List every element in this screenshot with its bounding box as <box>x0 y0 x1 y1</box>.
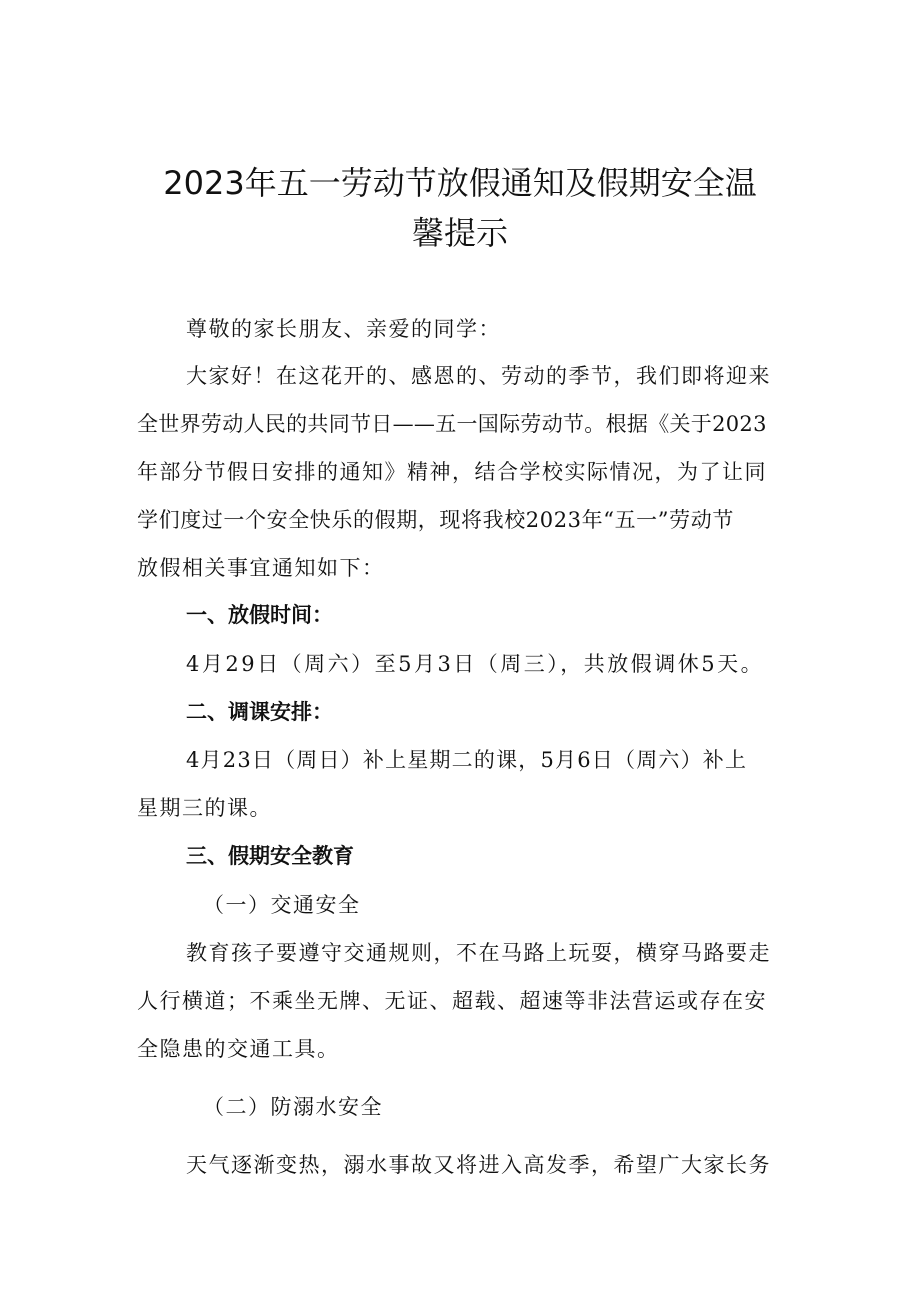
section-2-line: 4月23日（周日）补上星期二的课，5月6日（周六）补上 <box>186 748 748 772</box>
section-2-heading: 二、调课安排： <box>186 700 333 724</box>
traffic-safety-line: 教育孩子要遵守交通规则，不在马路上玩耍，横穿马路要走 <box>186 941 771 965</box>
traffic-safety-line: 全隐患的交通工具。 <box>137 1037 340 1061</box>
salutation: 尊敬的家长朋友、亲爱的同学： <box>186 317 501 341</box>
section-1-heading: 一、放假时间： <box>186 603 333 627</box>
intro-line: 全世界劳动人民的共同节日——五一国际劳动节。根据《关于2023 <box>137 412 767 436</box>
section-1-text: 4月29日（周六）至5月3日（周三），共放假调休5天。 <box>186 652 765 676</box>
intro-line: 放假相关事宜通知如下： <box>137 556 385 580</box>
drowning-safety-heading: （二）防溺水安全 <box>203 1095 383 1119</box>
document-title-line-2: 馨提示 <box>411 214 508 252</box>
document-title-line-1: 2023年五一劳动节放假通知及假期安全温 <box>163 164 757 202</box>
traffic-safety-line: 人行横道；不乘坐无牌、无证、超载、超速等非法营运或存在安 <box>137 989 767 1013</box>
section-2-line: 星期三的课。 <box>137 796 272 820</box>
section-3-heading: 三、假期安全教育 <box>186 844 354 868</box>
intro-line: 年部分节假日安排的通知》精神，结合学校实际情况，为了让同 <box>137 460 767 484</box>
intro-line: 大家好！在这花开的、感恩的、劳动的季节，我们即将迎来 <box>186 364 771 388</box>
drowning-safety-line: 天气逐渐变热，溺水事故又将进入高发季，希望广大家长务 <box>186 1153 771 1177</box>
intro-line: 学们度过一个安全快乐的假期，现将我校2023年“五一”劳动节 <box>137 508 734 532</box>
traffic-safety-heading: （一）交通安全 <box>203 893 361 917</box>
